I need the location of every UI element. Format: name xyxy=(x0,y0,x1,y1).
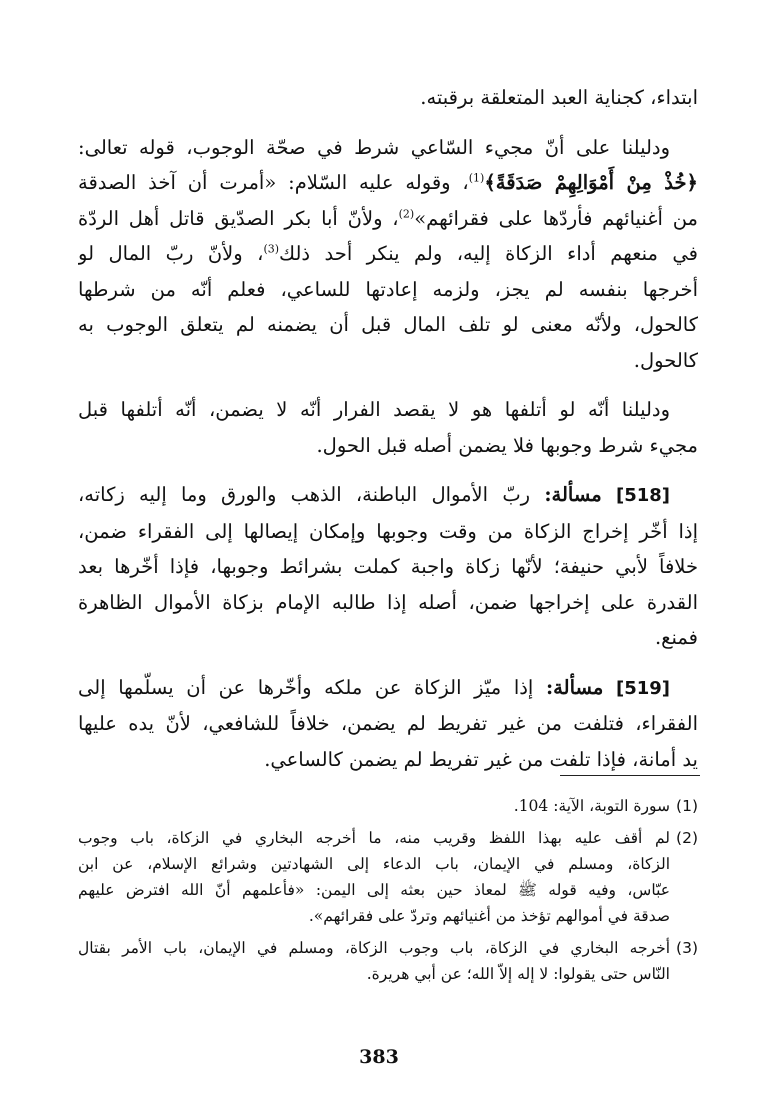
text-line xyxy=(78,201,698,237)
footnote-body xyxy=(78,825,670,929)
text-line: أخرجها بنفسه لم يجز، ولزمه إعادتها للساعي، فعلم أنّه من شرطها xyxy=(78,277,698,301)
footnote-line: صدقة في أموالهم تؤخذ من أغنيائهم وتردّ على فقرائهم». xyxy=(308,907,670,925)
footnote-divider xyxy=(560,775,700,776)
issue-heading: مسألة: xyxy=(544,483,602,506)
quran-verse: ﴿خُذْ مِنْ أَمْوَالِهِمْ صَدَقَةً﴾ xyxy=(484,171,698,194)
text-line: ابتداء، كجناية العبد المتعلقة برقبته. xyxy=(420,86,698,109)
footnote-line: أخرجه البخاري في الزكاة، باب وجوب الزكاة، ومسلم في الإيمان، باب الأمر بقتال xyxy=(78,939,670,957)
footnote-ref-3[interactable]: (3) xyxy=(263,242,280,256)
text-line xyxy=(78,670,698,707)
text-segment: ، ولأنّ ربّ المال لو xyxy=(78,242,264,265)
footnote-ref-2[interactable]: (2) xyxy=(398,207,415,220)
paragraph-evidence-collector xyxy=(78,130,698,379)
text-line xyxy=(78,236,698,272)
issue-heading: مسألة: xyxy=(545,675,604,699)
footnote-line: النّاس حتى يقولوا: لا إله إلاّ الله؛ عن أبي هريرة. xyxy=(366,965,670,983)
footnote-3 xyxy=(78,935,698,987)
issue-518 xyxy=(78,477,698,656)
issue-519 xyxy=(78,670,698,778)
main-text xyxy=(78,80,698,791)
footnote-body xyxy=(78,935,670,987)
footnote-1 xyxy=(78,793,698,819)
text-line: القدرة على إخراجها ضمن، أصله إذا طالبه الإمام بزكاة الأموال الظاهرة xyxy=(78,590,698,614)
page-number: 383 xyxy=(359,1046,399,1068)
paragraph-opening xyxy=(78,80,698,116)
footnote-line: الزكاة، ومسلم في الإيمان، باب الدعاء إلى الشهادتين وشرائع الإسلام، عن ابن xyxy=(78,855,670,873)
text-segment: ، وقوله عليه السّلام: «أمرت أن آخذ الصدقة xyxy=(78,171,469,194)
footnote-mark: (1) xyxy=(676,797,698,815)
text-line: ودليلنا على أنّ مجيء السّاعي شرط في صحّة الوجوب، قوله تعالى: xyxy=(78,135,670,159)
text-segment: ربّ الأموال الباطنة، الذهب والورق وما إليه زكاته، xyxy=(78,483,531,506)
text-line: كالحول. xyxy=(633,348,698,372)
text-line: إذا أخّر إخراج الزكاة من وقت وجوبها وإمكان إيصالها إلى الفقراء ضمن، xyxy=(78,519,698,543)
footnote-line: عبّاس، وفيه قوله ﷺ لمعاذ حين بعثه إلى اليمن: «فأعلمهم أنّ الله افترض عليهم xyxy=(78,881,670,899)
text-line: الفقراء، فتلفت من غير تفريط لم يضمن، خلافاً للشافعي، لأنّ يده عليها xyxy=(78,712,698,735)
text-line: خلافاً لأبي حنيفة؛ لأنّها زكاة واجبة كملت بشرائط وجوبها، فإذا أخّرها بعد xyxy=(78,555,698,578)
text-line: كالحول، ولأنّه معنى لو تلف المال قبل أن يضمنه لم يتعلق الوجوب به xyxy=(78,313,698,336)
footnote-ref-1[interactable]: (1) xyxy=(468,171,485,185)
text-line xyxy=(78,165,698,201)
footnote-mark: (3) xyxy=(676,939,698,957)
text-line: فمنع. xyxy=(654,626,698,649)
text-line: يد أمانة، فإذا تلفت من غير تفريط لم يضمن كالساعي. xyxy=(264,747,698,771)
footnote-body xyxy=(78,793,670,819)
text-line: مجيء شرط وجوبها فلا يضمن أصله قبل الحول. xyxy=(316,433,698,457)
footnote-2 xyxy=(78,825,698,929)
issue-number: [518] xyxy=(615,485,670,506)
text-segment: في منعهم أداء الزكاة إليه، ولم ينكر أحد ذلك xyxy=(279,242,698,265)
hadith-quote: من أغنيائهم فأردّها على فقرائهم» xyxy=(414,206,698,230)
paragraph-evidence-destroy xyxy=(78,392,698,463)
footnote-line: لم أقف عليه بهذا اللفظ وقريب منه، ما أخرجه البخاري في الزكاة، باب وجوب xyxy=(78,829,670,847)
text-line xyxy=(78,477,698,514)
issue-number: [519] xyxy=(615,677,671,699)
text-line: ودليلنا أنّه لو أتلفها هو لا يقصد الفرار أنّه لا يضمن، أنّه أتلفها قبل xyxy=(78,398,670,421)
text-segment: إذا ميّز الزكاة عن ملكه وأخّرها عن أن يسلّمها إلى xyxy=(78,675,534,699)
text-segment: ، ولأنّ أبا بكر الصدّيق قاتل أهل الردّة xyxy=(78,206,399,230)
footnotes xyxy=(78,793,698,993)
footnote-mark: (2) xyxy=(676,829,698,847)
footnote-line: سورة التوبة، الآية: 104. xyxy=(513,797,670,815)
